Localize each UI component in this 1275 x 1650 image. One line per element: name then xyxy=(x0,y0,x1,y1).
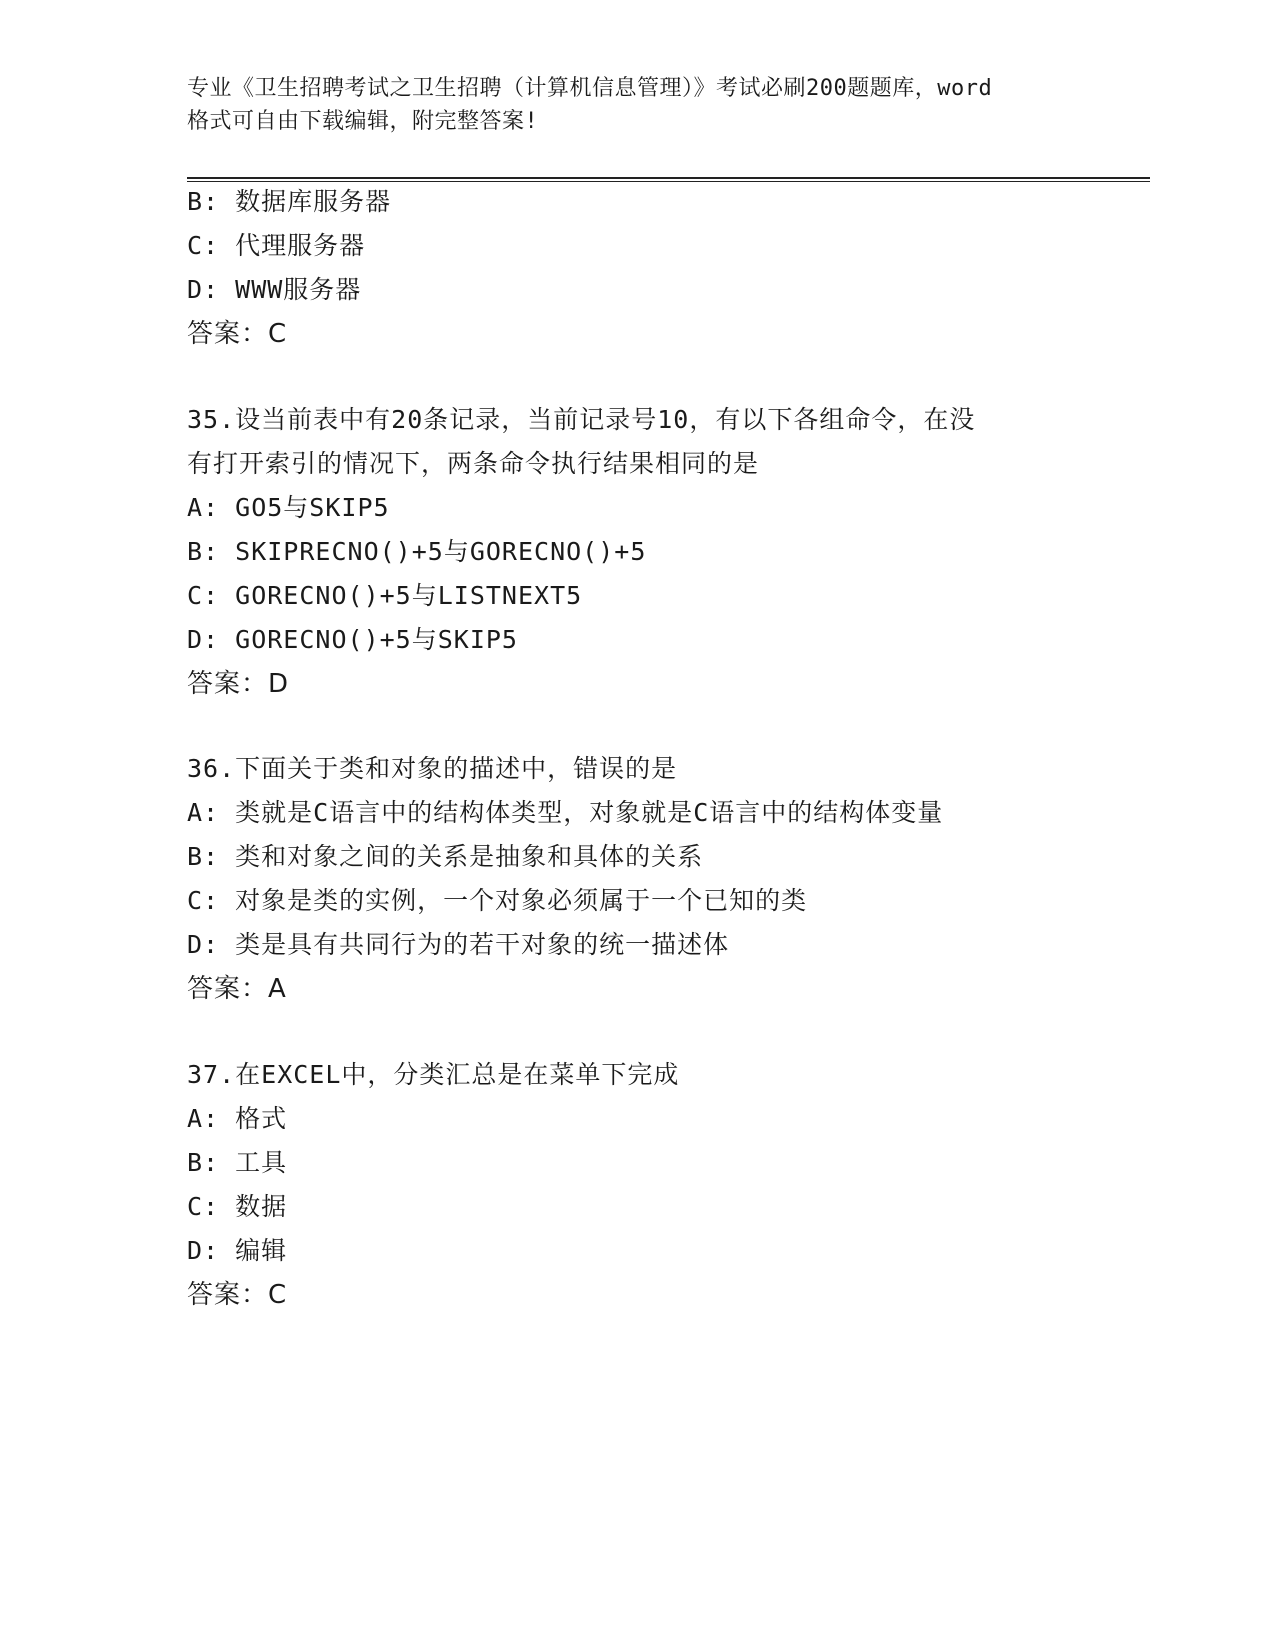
q37-option-a: A: 格式 xyxy=(187,1104,288,1133)
q35-option-a: A: GO5与SKIP5 xyxy=(187,493,390,522)
q36-answer: 答案：A xyxy=(187,974,287,1004)
q36-stem: 36.下面关于类和对象的描述中，错误的是 xyxy=(187,754,678,783)
q37-option-c: C: 数据 xyxy=(187,1192,288,1221)
q35-option-c: C: GORECNO()+5与LISTNEXT5 xyxy=(187,581,583,610)
q34-option-d: D: WWW服务器 xyxy=(187,275,362,304)
q36-option-b: B: 类和对象之间的关系是抽象和具体的关系 xyxy=(187,842,704,871)
q35-option-d: D: GORECNO()+5与SKIP5 xyxy=(187,625,518,654)
q35-stem-line-2: 有打开索引的情况下，两条命令执行结果相同的是 xyxy=(187,449,760,478)
q35-stem-line-1: 35.设当前表中有20条记录，当前记录号10，有以下各组命令，在没 xyxy=(187,405,976,434)
document-header xyxy=(187,72,1087,138)
header-line-1: 专业《卫生招聘考试之卫生招聘（计算机信息管理）》考试必刷200题题库，word xyxy=(187,76,993,101)
q35-option-b: B: SKIPRECNO()+5与GORECNO()+5 xyxy=(187,537,647,566)
q36-option-d: D: 类是具有共同行为的若干对象的统一描述体 xyxy=(187,930,730,959)
q36-option-a: A: 类就是C语言中的结构体类型，对象就是C语言中的结构体变量 xyxy=(187,798,944,827)
q37-option-d: D: 编辑 xyxy=(187,1236,288,1265)
header-line-2: 格式可自由下载编辑，附完整答案! xyxy=(187,109,539,134)
q34-option-c: C: 代理服务器 xyxy=(187,231,366,260)
header-divider xyxy=(187,177,1150,182)
q35-answer: 答案：D xyxy=(187,669,290,699)
q36-option-c: C: 对象是类的实例，一个对象必须属于一个已知的类 xyxy=(187,886,808,915)
q34-answer: 答案：C xyxy=(187,319,288,349)
q37-answer: 答案：C xyxy=(187,1280,288,1310)
q34-option-b: B: 数据库服务器 xyxy=(187,187,392,216)
q37-option-b: B: 工具 xyxy=(187,1148,288,1177)
q37-stem: 37.在EXCEL中，分类汇总是在菜单下完成 xyxy=(187,1060,680,1089)
